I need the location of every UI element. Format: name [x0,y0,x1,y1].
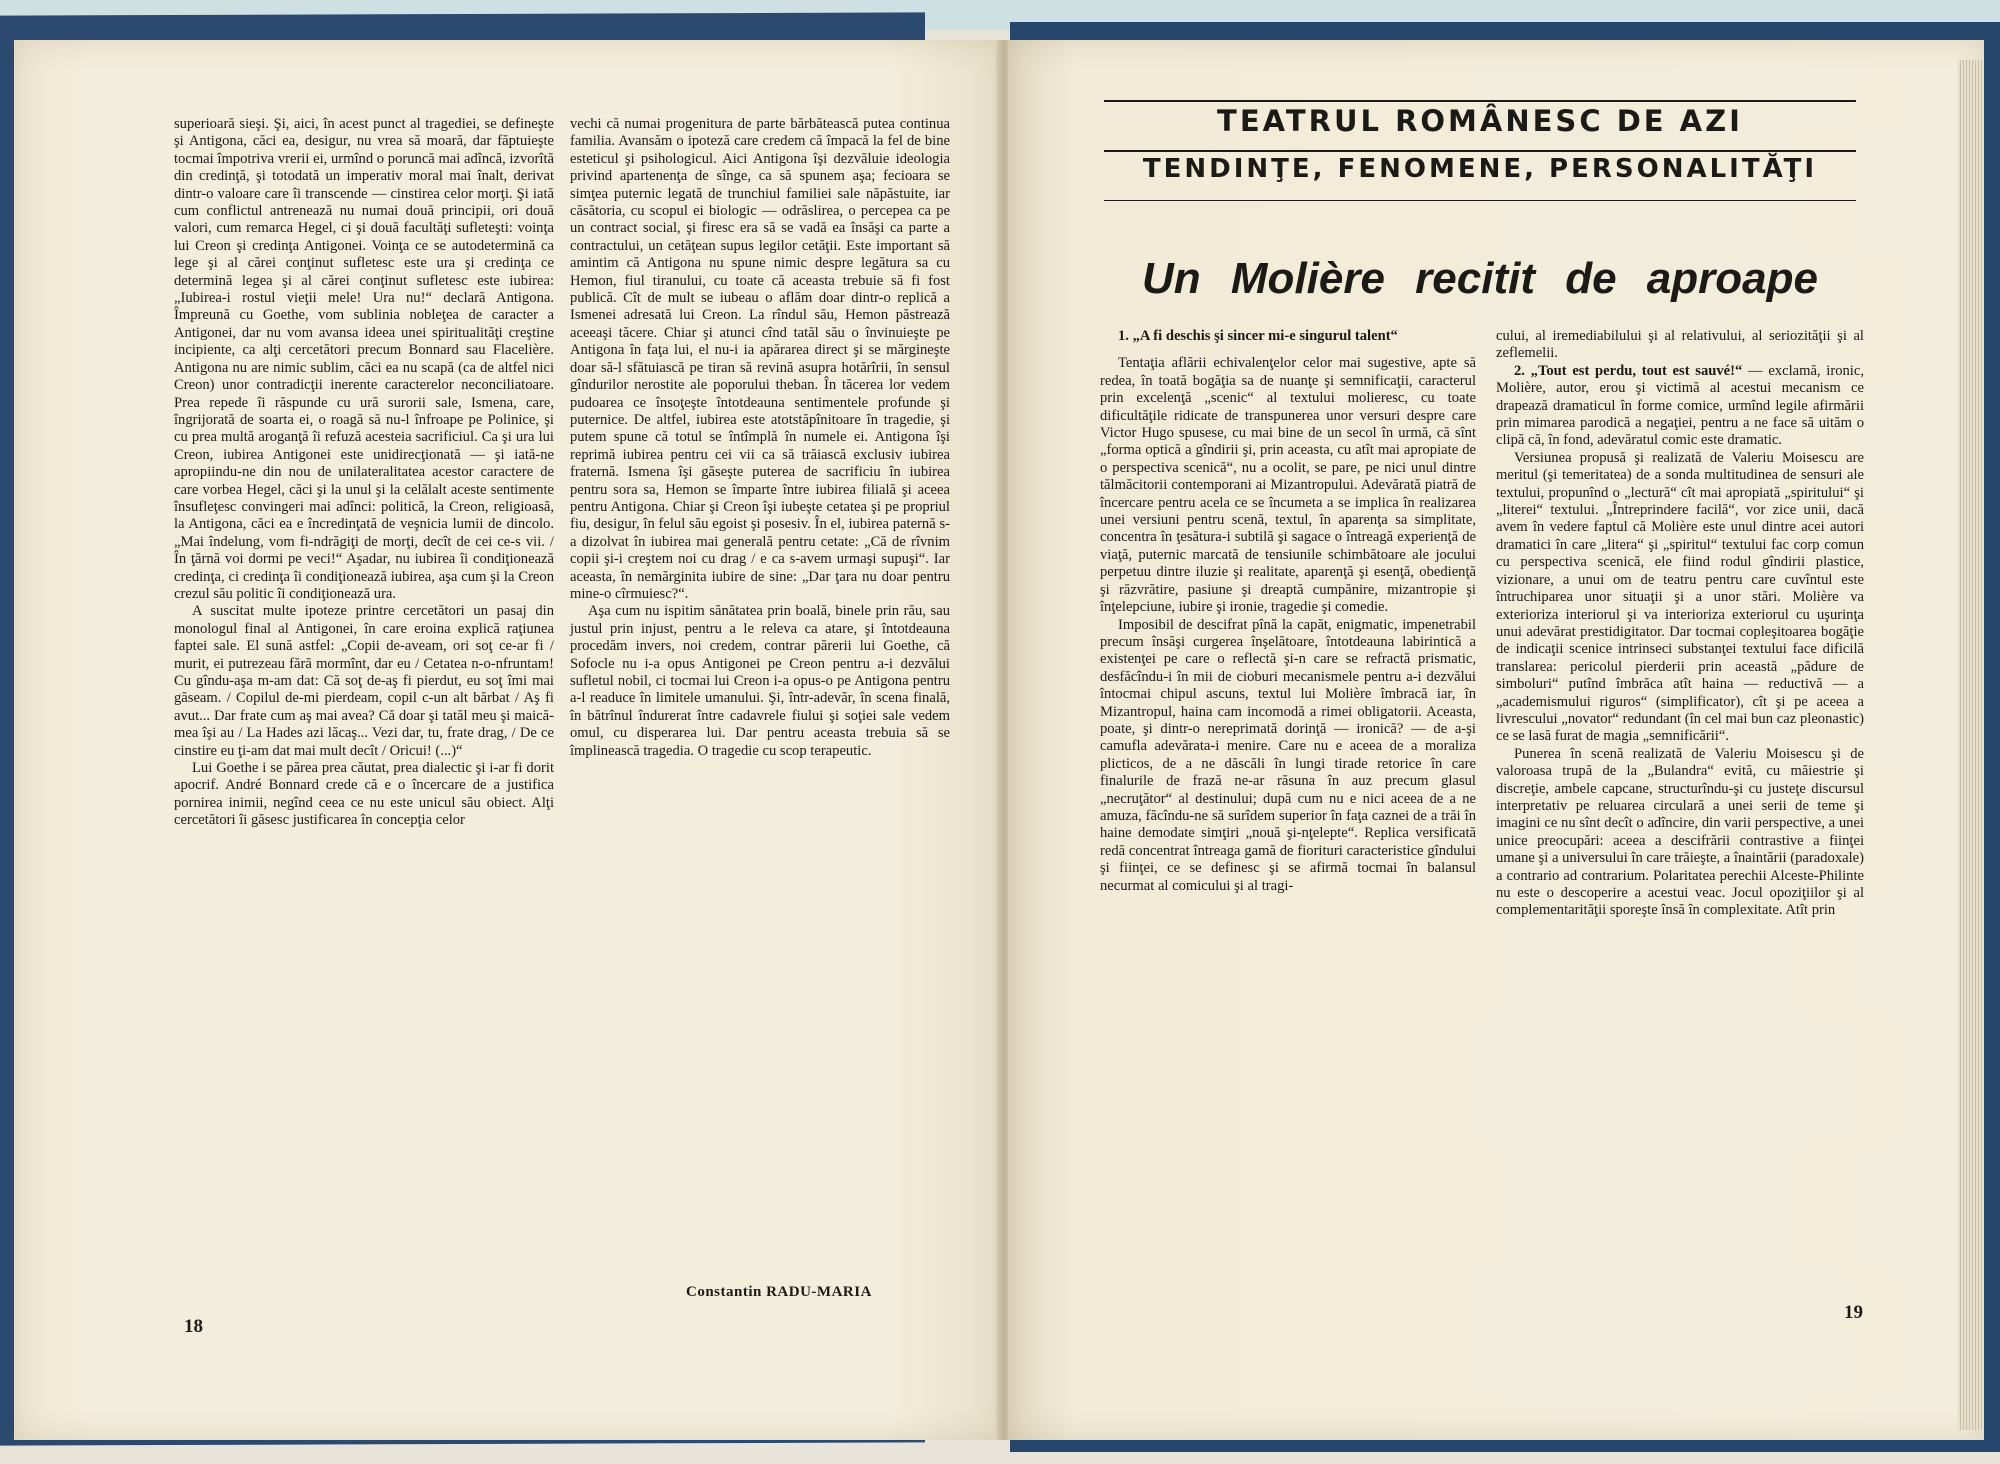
paragraph: Imposibil de descifrat pînă la capăt, enigmatic, impenetrabil precum însăşi curgerea înşelătoare, întotdeauna labirintică a existenţei pe care o reflectă şi-n care se refractă prismatic, desfăcîndu-i în mii de cioburi mecanismele pentru a-i dezvălui întocmai chipul ascuns, textul lui Molière îmbracă iar, în Mizantropul, haina cam incomodă a rimei obligatorii. Aceasta, poate, şi dintr-o nereprimată dorinţă — ironică? — de a-şi camufla adevărata-i menire. Care nu e aceea de a moraliza plicticos, de a ne dăscăli în lungi tirade retorice în care finalurile de frază ne-ar răsuna în auz precum glasul „necruţător“ al destinului; după cum nu e nici aceea de a ne amuza, făcîndu-ne să surîdem superior în faţa caznei de a trăi în haine demodate simţiri „nouă şi-nţelepte“. Replica versificată redă concentrat întreaga gamă de fioriturі caracteristice gîndului şi fiinţei, ce se definesc şi se afirmă tocmai în balansul necurmat al comicului şi al tragi- [1100,616,1476,894]
left-page-column-2 [570,116,950,760]
page-number: 19 [1844,1302,1863,1323]
paragraph-continuation: — exclamă, ironic, Molière, autor, erou şi victimă al acestui mecanism ce drapează dramaticul în forme comice, urmînd legile afirmării prin mimarea parodică a negaţiei, pentru a ne face să uităm o clipă că, în fond, adevăratul comic este dramatic. [1496,362,1864,449]
right-page-column-1 [1100,328,1476,895]
paragraph: Versiunea propusă şi realizată de Valeriu Moisescu are meritul (şi temeritatea) de a sonda multitudinea de sensuri ale textului, propunînd o „lectură“ cît mai apropiată „spiritului“ şi „literei“ textului. „Întreprindere facilă“, vor zice unii, dacă avem în vedere faptul că Molière este unul dintre acei autori dramatici în care „litera“ şi „spiritul“ textului fac corp comun cu perspectiva scenică, ele fiind rodul gîndirii plastice, vizionare, a unui om de teatru pentru care cuvîntul este întruchiparea unor situaţii şi a unor stări. Molière va exterioriza interiorul şi va interioriza exteriorul cu uşurinţa unui adevărat prestidigitator. Dar tocmai copleşitoarea bogăţie de indicaţii scenice intrinseci substanţei textului face dificilă translarea: pericolul pierderii prin această „pădure de simboluri“ putînd îmbrăca atît haina — reductivă — a „academismului riguros“ (simplificator), cît şi pe aceea a livrescului „novator“ redundant (în cel mai bun caz pleonastic) ce se lasă furat de magia „semnificării“. [1496,449,1864,745]
divider [1104,150,1856,152]
divider [1104,200,1856,201]
author-byline: Constantin RADU-MARIA [686,1284,872,1300]
article-title: Un Molière recitit de aproape [1142,254,1818,303]
section-headline: TEATRUL ROMÂNESC DE AZI [1217,104,1743,138]
right-page [1008,40,1984,1440]
paragraph: vechi că numai progenitura de parte bărbătească putea continua familia. Avansăm o ipoteză care credem că împacă la fel de bine esteticul şi psihologicul. Aici Antigona îşi dezvăluie ideologia privind apartenenţa de sînge, ca să spunem aşa; fecioara se simţea puternic legată de trunchiul familiei sale năpăstuite, iar căsătoria, cu scopul ei biologic — odrăslirea, o percepea ca pe un contract social, şi firesc era să se vadă ea însăşi ca parte a contractului, un cetăţean supus legilor cetăţii. Este important să amintim că Antigona nu spune nimic despre legătura sa cu Hemon, fiul tiranului, cu toate că aceasta trebuie să fi fost publică. Cît de mult se iubeau o aflăm doar dintr-o replică a Ismenei adresată lui Creon. La rîndul său, Hemon păstrează aceeaşi tăcere. Chiar şi atunci cînd tatăl său o învinuieşte pe Antigona în faţa lui, el nu-i ia apărarea direct şi se mărgineşte doar să-l sfătuiască pe tiran să revină asupra hotărîrii, în sensul gîndurilor nerostite ale poporului theban. În tăcerea lor vedem pudoarea ce însoţeşte întotdeauna sentimentele profunde şi puternice. De altfel, iubirea este atotstăpînitoare în tragedie, şi putem spune că totul se întîmplă în numele ei. Antigona îşi reprimă iubirea pentru cei vii ca să trăiască exclusiv iubirea fraternă. Ismena îşi găseşte puterea de sacrificiu în iubirea pentru sora sa, Hemon se împarte între iubirea filială şi aceea pentru Antigona. Chiar şi Creon îşi iubeşte cetatea şi pe propriul fiu, desigur, în felul său egoist şi posesiv. În el, iubirea paternă s-a dizolvat în iubirea mai generală pentru cetate: „Că de rîvnim copii şi-i creştem noi cu drag / e ca s-avem urmaşi supuşi“. Iar aceasta, în nemărginita iubire de sine: „Dar ţara nu doar pentru mine-o cîrmuiesc?“. [570,116,950,602]
paragraph: A suscitat multe ipoteze printre cercetători un pasaj din monologul final al Antigonei, în care eroina explică raţiunea faptei sale. El sună astfel: „Copii de-aveam, ori soţ ce-ar fi / murit, ei putrezeau fără mormînt, dar eu / Cetatea n-o-nfruntam! Cu gîndu-aşa m-am dat: Că soţ de-aş fi pierdut, eu soţ îmi mai găseam. / Copilul de-mi pierdeam, copil c-un alt bărbat / Aş fi avut... Dar frate cum aş mai avea? Că doar şi tatăl meu şi maică-mea îşi au / La Hades azi lăcaş... Vezi dar, tu, frate drag, / De ce cinstire eu ţi-am dat mai mult decît / Oricui! (...)“ [174,603,554,759]
paragraph [1496,363,1864,450]
page-edges [1958,60,1984,1430]
paragraph: Tentaţia aflării echivalenţelor celor mai sugestive, apte să redea, în toată bogăţia sa de nuanţe şi semnificaţii, caracterul prin excelenţă „scenic“ al textului molieresc, cu toate dificultăţile ridicate de transpunerea unor versuri despre care Victor Hugo spusese, cu mai bine de un secol în urmă, că sînt „forma optică a gîndirii şi, prin aceasta, cu atît mai apropiate de o perspectiva scenică“, nu a ocolit, se pare, pe nici unul dintre tălmăcitorii contemporani ai Mizantropului. Adevărată piatră de încercare pentru acela ce se încumeta a se implica în realizarea unei versiuni pentru scenă, textul, în aparenţa sa simplitate, concentra în ţesătura-i subtilă şi sagace o întreagă experienţă de viaţă, puternic marcată de tensiunile schimbătoare ale jocului perpetuu dintre iluzie şi realitate, aparenţă şi esenţă, obedienţă şi răzvrătire, pasiune şi dreaptă cumpănire, mizantropie şi înţelepciune, iubire şi ironie, tragedie şi comedie. [1100,355,1476,616]
section-heading: 1. „A fi deschis şi sincer mi-e singurul talent“ [1118,328,1398,344]
paragraph: Lui Goethe i se părea prea căutat, prea dialectic şi i-ar fi dorit apocrif. André Bonnard crede că e o încercare de a justifica pornirea inimii, negînd ceea ce nu este unicul său obiect. Alţi cercetători îi găsesc justificarea în concepţia celor [174,760,554,829]
section-heading: 2. „Tout est perdu, tout est sauvé!“ [1514,362,1743,379]
section-subheadline: TENDINŢE, FENOMENE, PERSONALITĂŢI [1142,154,1818,184]
left-page [14,40,1006,1440]
paragraph: superioară sieşi. Şi, aici, în acest punct al tragediei, se defineşte şi Antigona, căci ea, desigur, nu vrea să moară, dar făptuieşte tocmai împotriva vrerii ei, urmînd o poruncă mai adîncă, izvorîtă din credinţă, şi totodată un imperativ moral mai înalt, derivat dintr-o valoare care îi transcende — cinstirea celor morţi. Şi iată cum conflictul antrenează nu numai două principii, ori două valori, cum remarca Hegel, ci şi două facultăţi sufleteşti: voinţa lui Creon şi credinţa Antigonei. Voinţa ce se autodetermină ca lege şi al cărei conţinut sufletesc este ura şi credinţa ce determină legea şi al cărei conţinut sufletesc este iubirea: „Iubirea-i rostul vieţii mele! Ura nu!“ declară Antigona. Împreună cu Goethe, vom sublinia nobleţea de caracter a Antigonei, dar nu vom avansa ideea unei spiritualităţi creştine incipiente, ca alţi cercetători precum Bonnard sau Flacelière. Antigona nu are nimic sublim, căci ea nu scapă (ca de altfel nici Creon) unor contradicţii inerente caracterelor neconciliatoare. Prea repede îi răspunde cu ură surorii sale, Ismena, care, îngrijorată de soarta ei, o roagă să nu-l înfroape pe Polinice, şi cu prea multă aroganţă îi refuză acesteia sacrificiul. Ca şi ura lui Creon, iubirea Antigonei este unidirecţionată — şi iată-ne apropiindu-ne din nou de unilateralitatea acestor caractere de care vorbea Hegel, căci şi la unul şi la celălalt aceste sentimente însufleţesc convingeri mai adînci: politică, la Creon, religioasă, la Antigona, căci ea e încredinţată de veşnicia lumii de dincolo. „Mai îndelung, vom fi-ndrăgiţi de morţi, decît de cei ce-s vii. / În ţărnă voi dormi pe veci!“ Aşadar, nu iubirea îi condiţionează credinţa, ci credinţa îi condiţionează iubirea, aşa cum şi la Creon crezul său politic îi condiţionează ura. [174,116,554,602]
paragraph: Punerea în scenă realizată de Valeriu Moisescu şi de valoroasa trupă de la „Bulandra“ evită, cu măiestrie şi discreţie, ambele capcane, structurîndu-şi cu justeţe discursul interpretativ pe reluarea circulară a unei serii de teme şi imagini ce nu sînt decît o adîncire, din varii perspective, a unei unice preocupări: aceea a descifrării contrastive a fiinţei umane şi a universului în care trăieşte, a înaintării (paradoxale) a contrario ad contrarium. Polaritatea perechii Alceste-Philinte nu este o descoperire a acestui veac. Jocul opoziţiilor şi al complementarităţii sporeşte însă în complexitate. Atît prin [1496,745,1864,919]
page-number: 18 [184,1316,203,1337]
right-page-column-2 [1496,328,1864,920]
paragraph: Aşa cum nu ispitim sănătatea prin boală, binele prin rău, sau justul prin injust, pentru a le releva ca atare, şi întotdeauna procedăm invers, noi credem, contrar părerii lui Goethe, că Sofocle nu i-a opus Antigonei pe Creon pentru a-i dezvălui sufletul nobil, ci tocmai lui Creon i-a opus-o pe Antigona pentru a-l readuce în limitele umanului. Şi, într-adevăr, în scena finală, în bătrînul îndurerat între cadavrele fiului şi soţiei sale vedem omul, cu disperarea lui. Dar pentru aceasta trebuia să se împlinească tragedia. O tragedie cu scop terapeutic. [570,603,950,759]
divider [1104,100,1856,102]
left-page-column-1 [174,116,554,830]
paragraph: cului, al iremediabilului şi al relativului, al seriozităţii şi al zeflemelii. [1496,328,1864,362]
